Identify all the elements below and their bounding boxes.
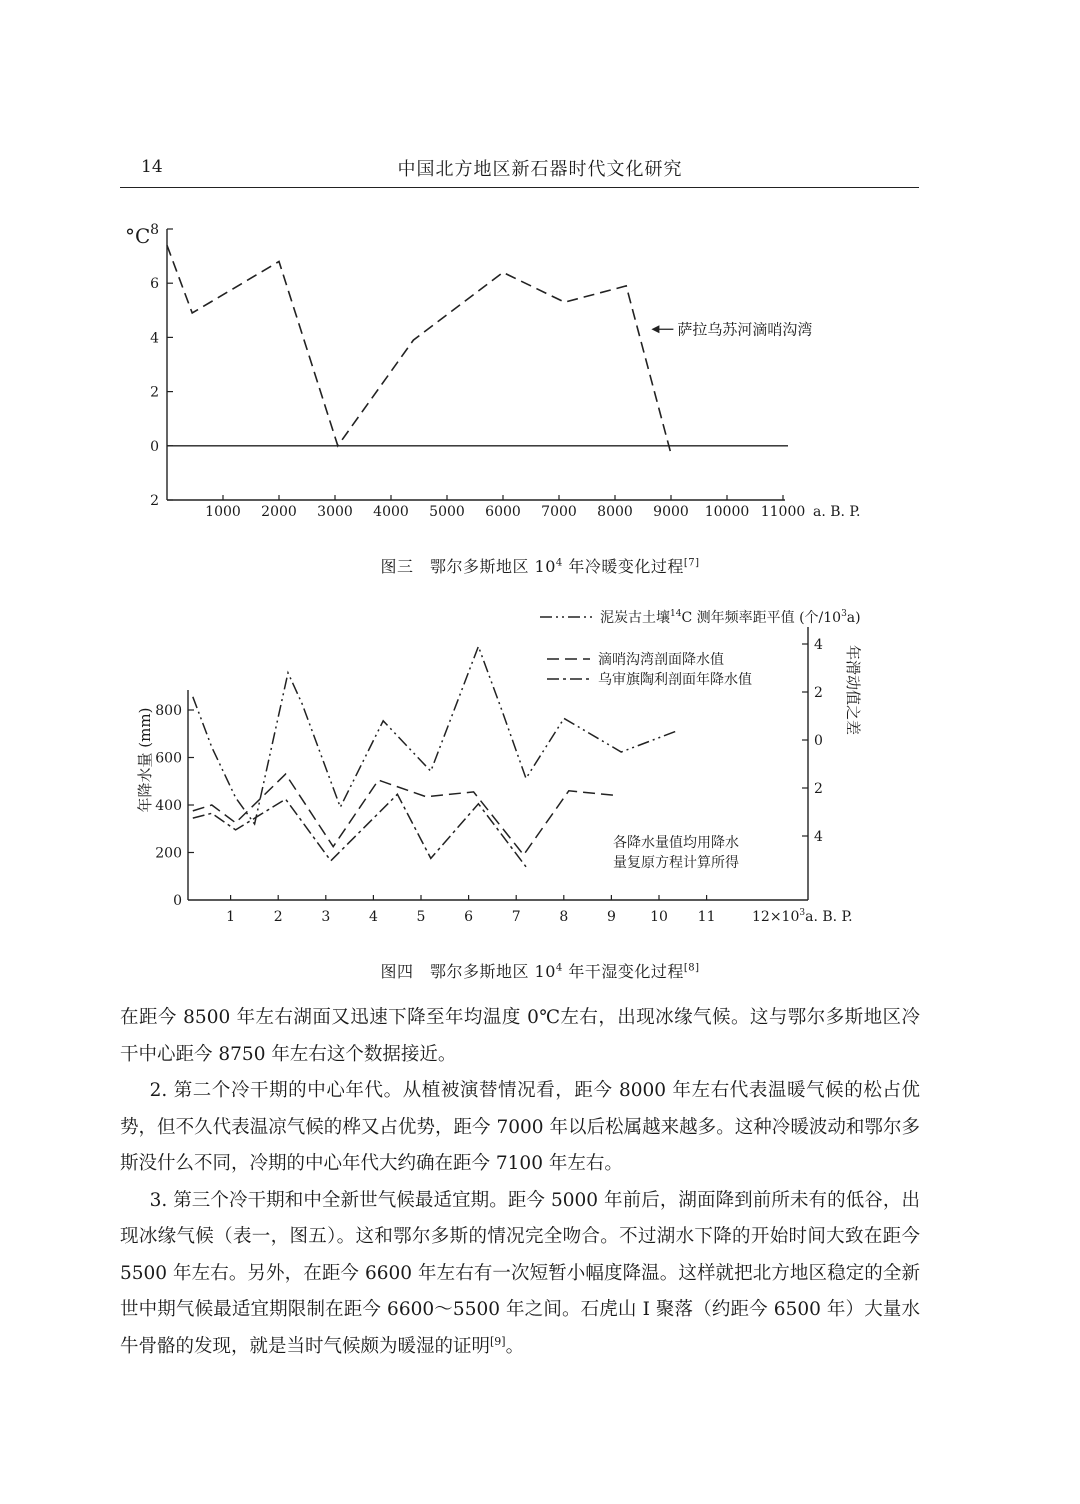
fig4-left-tick-label: 800 xyxy=(155,703,182,719)
page-number: 14 xyxy=(141,157,163,177)
figure-3-caption xyxy=(0,554,1080,577)
fig4-x-tick-label: 10 xyxy=(650,909,668,925)
fig3-x-tick-label: 1000 xyxy=(205,504,241,520)
fig3-x-tick-label: 3000 xyxy=(317,504,353,520)
fig3-caption-power: 4 xyxy=(555,557,563,569)
paragraph-3-text: 3. 第三个冷干期和中全新世气候最适宜期。距今 5000 年前后，湖面降到前所未有的低谷，出现冰缘气候（表一，图五）。这和鄂尔多斯的情况完全吻合。不过湖水下降的开始时间大致在距今 5500 年左右。另外，在距今 6600 年左右有一次短暂小幅度降温。这样就把北方地区稳定的全新世中期气候最适宜期限制在距今 6600～5500 年之间。石虎山 I 聚落（约距今 6500 年）大量水牛骨骼的发现，就是当时气候颇为暖湿的证明 xyxy=(120,1189,920,1357)
fig3-y-tick-label: 2 xyxy=(150,493,159,509)
fig3-y-tick-label: 8 xyxy=(150,222,159,238)
fig4-left-axis-label: 年降水量 (mm) xyxy=(136,707,154,813)
fig3-y-tick-label: 0 xyxy=(150,438,159,455)
fig4-left-tick-label: 200 xyxy=(155,845,182,862)
fig4-note-line: 各降水量值均用降水 xyxy=(613,835,739,851)
paragraph-3-ref: [9] xyxy=(490,1334,506,1348)
paragraph-3-end: 。 xyxy=(505,1335,525,1357)
fig4-x-last-label: $12\times 10^3a$. B. P. xyxy=(752,908,853,925)
fig4-left-tick-label: 600 xyxy=(155,750,182,767)
body-text xyxy=(120,1000,920,1365)
fig4-x-tick-label: 5 xyxy=(416,909,426,925)
fig4-left-tick-label: 0 xyxy=(173,893,182,909)
paragraph-2: 2. 第二个冷干期的中心年代。从植被演替情况看，距今 8000 年左右代表温暖气候的松占优势，但不久代表温凉气候的桦又占优势，距今 7000 年以后松属越来越多。这种冷暖波动和鄂尔多斯没什么不同，冷期的中心年代大约确在距今 7100 年左右。 xyxy=(120,1080,920,1174)
fig3-y-tick-label: 4 xyxy=(150,330,159,347)
figure-4-caption xyxy=(0,959,1080,982)
fig4-caption-power: 4 xyxy=(555,962,563,974)
fig3-y-unit: °C xyxy=(125,224,151,248)
fig3-x-unit: a. B. P. xyxy=(813,504,861,520)
fig4-caption-text-after: 年干湿变化过程 xyxy=(562,962,684,981)
fig3-caption-ref: [7] xyxy=(683,557,700,569)
fig3-x-tick-label: 8000 xyxy=(597,504,633,520)
fig4-right-tick-label: 2 xyxy=(814,685,823,701)
fig4-left-tick-label: 400 xyxy=(155,798,182,814)
fig4-x-tick-label: 3 xyxy=(321,909,331,925)
paragraph-1: 在距今 8500 年左右湖面又迅速下降至年均温度 0℃左右，出现冰缘气候。这与鄂尔多斯地区冷干中心距今 8750 年左右这个数据接近。 xyxy=(120,1007,920,1065)
fig4-right-axis-label: 年滑动值之差 xyxy=(844,644,862,736)
fig3-x-tick-label: 4000 xyxy=(373,504,409,520)
header-rule xyxy=(120,187,919,188)
fig4-axes xyxy=(136,627,862,900)
fig3-x-tick-label: 2000 xyxy=(261,504,297,520)
fig4-x-tick-label: 9 xyxy=(606,909,616,925)
fig3-caption-text: 图三 鄂尔多斯地区 10 xyxy=(380,557,556,576)
figure-3-chart xyxy=(0,205,1080,525)
fig4-legend-label-2: 滴哨沟湾剖面降水值 xyxy=(598,652,724,668)
fig3-annotation xyxy=(651,320,812,338)
fig3-y-tick-label: 2 xyxy=(150,384,159,401)
running-title: 中国北方地区新石器时代文化研究 xyxy=(397,159,683,180)
fig4-x-tick-label: 4 xyxy=(368,909,378,925)
fig3-series xyxy=(167,245,671,454)
fig3-ticks xyxy=(150,222,860,520)
fig3-x-tick-label: 10000 xyxy=(704,504,750,520)
fig4-x-tick-label: 6 xyxy=(464,909,474,925)
fig3-x-tick-label: 9000 xyxy=(653,504,689,520)
fig4-x-tick-label: 8 xyxy=(559,909,569,925)
fig4-right-tick-label: 4 xyxy=(814,637,823,653)
fig3-x-tick-label: 7000 xyxy=(541,504,577,520)
fig4-series-line-3 xyxy=(193,794,526,867)
fig4-legend xyxy=(540,609,861,871)
fig3-x-tick-label: 6000 xyxy=(485,504,521,520)
figure-4-chart xyxy=(0,595,1080,935)
fig4-x-tick-label: 1 xyxy=(226,909,236,925)
fig4-x-tick-label: 7 xyxy=(511,909,521,925)
fig3-series-line xyxy=(167,245,671,454)
fig4-x-tick-label: 11 xyxy=(697,909,716,925)
fig4-x-tick-label: 2 xyxy=(273,909,283,925)
fig3-caption-text-after: 年冷暖变化过程 xyxy=(562,557,684,576)
fig4-note-line: 量复原方程计算所得 xyxy=(613,855,739,871)
fig3-annotation-label: 萨拉乌苏河滴哨沟湾 xyxy=(677,320,813,339)
fig4-legend-label-3: 乌审旗陶利剖面年降水值 xyxy=(598,672,752,688)
fig4-right-tick-label: 2 xyxy=(814,781,823,797)
paragraph-3 xyxy=(120,1183,920,1366)
fig3-x-tick-label: 5000 xyxy=(429,504,465,520)
fig4-legend-label-1: 泥炭古土壤$^{14}$C 测年频率距平值 (个$/10^3a$) xyxy=(600,609,861,626)
fig3-axes xyxy=(125,224,788,500)
fig4-right-tick-label: 4 xyxy=(814,829,823,845)
fig4-caption-ref: [8] xyxy=(683,962,700,974)
fig4-caption-text: 图四 鄂尔多斯地区 10 xyxy=(380,962,556,981)
fig3-x-tick-label: 11000 xyxy=(760,504,806,520)
fig3-annotation-arrowhead xyxy=(651,325,659,333)
fig3-y-tick-label: 6 xyxy=(150,276,159,293)
fig4-right-tick-label: 0 xyxy=(814,733,823,749)
